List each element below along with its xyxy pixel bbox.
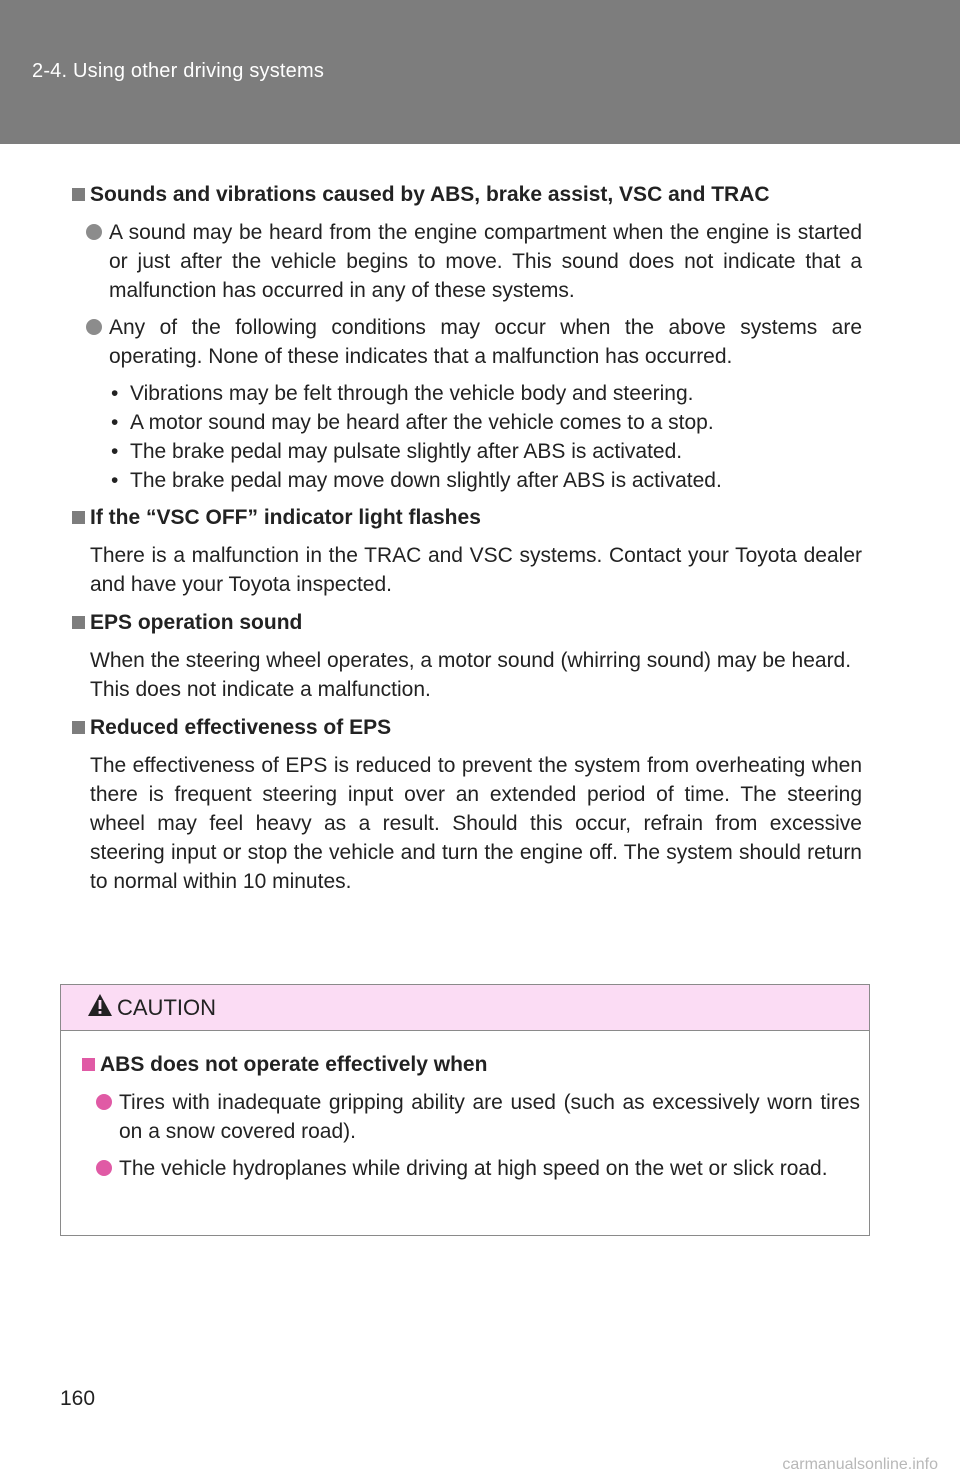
chapter-title: 2-4. Using other driving systems [32, 60, 325, 82]
circle-bullet-icon [86, 319, 102, 335]
square-bullet-icon [72, 721, 85, 734]
list-item: Any of the following conditions may occur when the above systems are operating. None of these indicates that a malfunction has occurred. [72, 313, 862, 371]
sub-list-item: • The brake pedal may move down slightly after ABS is activated. [109, 466, 862, 495]
dot-bullet-icon: • [111, 411, 119, 434]
caution-label: CAUTION [117, 995, 216, 1020]
dot-bullet-icon: • [111, 382, 119, 405]
dot-bullet-icon: • [111, 469, 119, 492]
list-item: Tires with inadequate gripping ability are used (such as excessively worn tires on a snow covered road). [82, 1088, 860, 1146]
paragraph: There is a malfunction in the TRAC and VSC systems. Contact your Toyota dealer and have your Toyota inspected. [90, 544, 862, 596]
caution-header [61, 985, 869, 1031]
sub-list-item: • A motor sound may be heard after the vehicle comes to a stop. [109, 408, 862, 437]
caution-box [60, 984, 870, 1236]
circle-bullet-icon [96, 1160, 112, 1176]
page-header [0, 0, 960, 144]
list-item: The vehicle hydroplanes while driving at high speed on the wet or slick road. [82, 1154, 860, 1183]
circle-bullet-icon [96, 1094, 112, 1110]
circle-bullet-icon [86, 224, 102, 240]
square-bullet-icon [72, 616, 85, 629]
section-title: Sounds and vibrations caused by ABS, brake assist, VSC and TRAC [72, 180, 862, 209]
watermark: carmanualsonline.info [782, 1456, 938, 1473]
square-bullet-icon [72, 511, 85, 524]
sub-list [72, 379, 862, 495]
section-title: Reduced effectiveness of EPS [72, 713, 862, 742]
main-content [72, 180, 862, 905]
sub-list-item: • Vibrations may be felt through the vehicle body and steering. [109, 379, 862, 408]
dot-bullet-icon: • [111, 440, 119, 463]
sub-list-item: • The brake pedal may pulsate slightly after ABS is activated. [109, 437, 862, 466]
warning-triangle-icon [87, 993, 113, 1017]
section-title: EPS operation sound [72, 608, 862, 637]
paragraph: When the steering wheel operates, a motor sound (whirring sound) may be heard. This does not indicate a malfunction. [90, 649, 852, 701]
page-number: 160 [60, 1387, 96, 1410]
caution-body [61, 1031, 869, 1183]
section-title: If the “VSC OFF” indicator light flashes [72, 503, 862, 532]
paragraph: The effectiveness of EPS is reduced to prevent the system from overheating when there is frequent steering input over an extended period of time. The steering wheel may feel heavy as a result. Should this occur, refrain from excessive steering input or stop the vehicle and turn the engine off. The system should return to normal within 10 minutes. [90, 754, 862, 893]
caution-title: ABS does not operate effectively when [82, 1050, 860, 1079]
square-bullet-icon [72, 188, 85, 201]
square-bullet-icon [82, 1058, 95, 1071]
list-item: A sound may be heard from the engine compartment when the engine is started or just after the vehicle begins to move. This sound does not indicate that a malfunction has occurred in any of these systems. [72, 218, 862, 305]
